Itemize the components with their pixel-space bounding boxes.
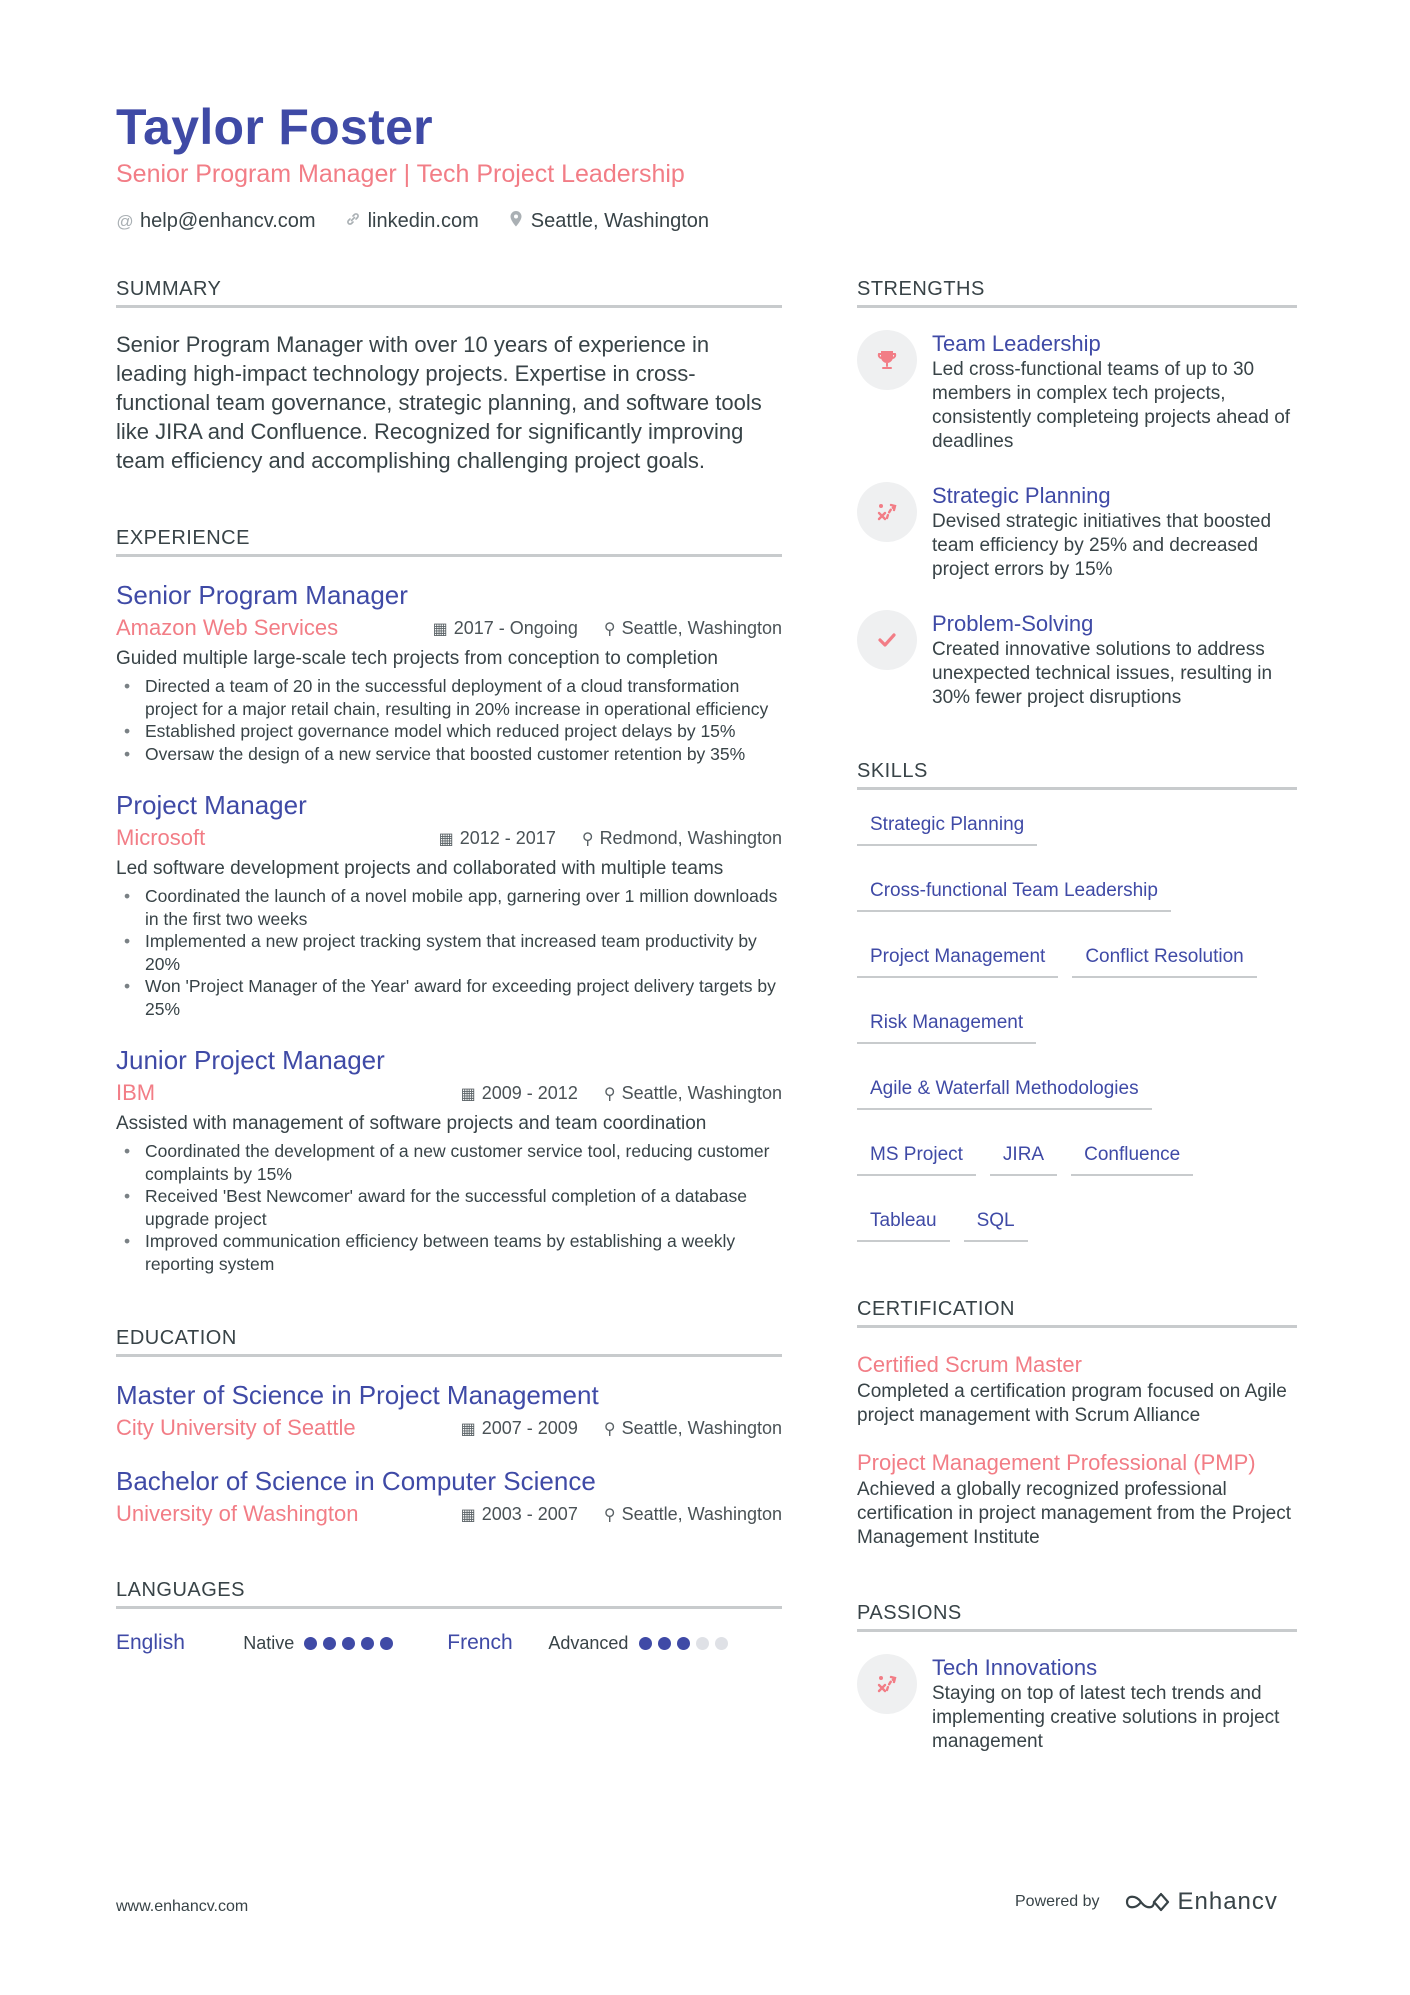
trophy-icon <box>857 330 917 390</box>
skill-tag: Conflict Resolution <box>1072 944 1256 978</box>
education-meta-row <box>116 1501 782 1527</box>
education-dates: 2007 - 2009 <box>481 1417 578 1438</box>
experience-entry <box>116 1044 782 1275</box>
strategy-icon <box>857 482 917 542</box>
job-bullet: • Oversaw the design of a new service that boosted customer retention by 35% <box>116 743 782 766</box>
strength-title: Problem-Solving <box>932 611 1094 636</box>
job-meta-row <box>116 825 782 851</box>
calendar-icon: ▦ <box>438 830 454 848</box>
enhancv-logo-icon <box>1124 1890 1170 1914</box>
strength-item <box>857 482 1297 582</box>
skill-tag: Cross-functional Team Leadership <box>857 878 1171 912</box>
skill-tag: Agile & Waterfall Methodologies <box>857 1076 1152 1110</box>
location-pin-icon: ⚲ <box>603 620 616 638</box>
strength-description: Led cross-functional teams of up to 30 members in complex tech projects, consistently completeing projects ahead of deadlines <box>932 359 1291 452</box>
job-bullets <box>116 885 782 1020</box>
skills-list <box>857 812 1297 1242</box>
certification-description: Achieved a globally recognized professional certification in project management from the Project Management Institute <box>857 1479 1292 1548</box>
calendar-icon: ▦ <box>460 1420 476 1438</box>
school-name: City University of Seattle <box>116 1415 356 1440</box>
education-entry <box>116 1465 782 1527</box>
job-dates: 2012 - 2017 <box>459 827 556 848</box>
language-level: Advanced <box>548 1632 629 1653</box>
strength-body <box>932 610 1297 710</box>
skill-tag: JIRA <box>990 1142 1057 1176</box>
strengths-heading: STRENGTHS <box>857 278 1297 308</box>
strategy-icon <box>857 1654 917 1714</box>
job-title: Junior Project Manager <box>116 1045 385 1075</box>
strength-title: Strategic Planning <box>932 483 1111 508</box>
experience-entry <box>116 579 782 765</box>
language-rating <box>304 1637 393 1650</box>
language-name: French <box>447 1631 513 1654</box>
job-bullet: • Coordinated the development of a new customer service tool, reducing customer complaints by 15% <box>116 1140 782 1185</box>
job-bullets <box>116 675 782 765</box>
link-icon <box>344 211 362 232</box>
job-description: Guided multiple large-scale tech projects from conception to completion <box>116 648 718 669</box>
degree-title: Bachelor of Science in Computer Science <box>116 1466 596 1496</box>
rating-dot-filled <box>304 1637 317 1650</box>
languages-heading: LANGUAGES <box>116 1579 782 1609</box>
rating-dot-filled <box>677 1637 690 1650</box>
location-pin-icon: ⚲ <box>581 830 594 848</box>
language-rating <box>639 1637 728 1650</box>
rating-dot-filled <box>342 1637 355 1650</box>
job-bullets <box>116 1140 782 1275</box>
brand-logo[interactable] <box>1124 1888 1278 1916</box>
job-bullet: • Established project governance model which reduced project delays by 15% <box>116 720 782 743</box>
degree-title: Master of Science in Project Management <box>116 1380 599 1410</box>
passions-heading: PASSIONS <box>857 1602 1297 1632</box>
education-location: Seattle, Washington <box>621 1503 782 1524</box>
job-bullet: • Received 'Best Newcomer' award for the successful completion of a database upgrade project <box>116 1185 782 1230</box>
job-dates: 2017 - Ongoing <box>453 617 578 638</box>
location-text: Seattle, Washington <box>530 210 710 232</box>
job-dates: 2009 - 2012 <box>481 1082 578 1103</box>
summary-text: Senior Program Manager with over 10 years of experience in leading high-impact technology projects. Expertise in cross-functional team governance, strategic planning, and software tools like JIRA and Confluence. Recognized for significantly improving team efficiency and accomplishing challenging project goals. <box>116 332 762 473</box>
certification-title: Project Management Professional (PMP) <box>857 1450 1256 1475</box>
strength-title: Team Leadership <box>932 331 1101 356</box>
skill-tag: Confluence <box>1071 1142 1193 1176</box>
candidate-name: Taylor Foster <box>116 99 433 155</box>
certification-title: Certified Scrum Master <box>857 1352 1082 1377</box>
skill-tag: Tableau <box>857 1208 950 1242</box>
skill-tag: Risk Management <box>857 1010 1036 1044</box>
certification-item <box>857 1350 1297 1428</box>
passion-description: Staying on top of latest tech trends and implementing creative solutions in project management <box>932 1683 1280 1752</box>
job-description: Assisted with management of software projects and team coordination <box>116 1113 707 1134</box>
check-icon <box>857 610 917 670</box>
strength-description: Created innovative solutions to address unexpected technical issues, resulting in 30% fewer project disruptions <box>932 639 1273 708</box>
company-name: IBM <box>116 1080 156 1105</box>
education-meta <box>461 1504 782 1525</box>
footer-website[interactable]: www.enhancv.com <box>116 1898 249 1915</box>
right-column <box>857 278 1297 1782</box>
job-location: Seattle, Washington <box>621 1082 782 1103</box>
location-pin-icon: ⚲ <box>603 1506 616 1524</box>
job-location: Seattle, Washington <box>621 617 782 638</box>
strength-item <box>857 610 1297 710</box>
rating-dot-empty <box>696 1637 709 1650</box>
experience-entry <box>116 789 782 1020</box>
passion-item <box>857 1654 1297 1754</box>
strength-body <box>932 482 1297 582</box>
job-bullet: • Won 'Project Manager of the Year' award for exceeding project delivery targets by 25% <box>116 975 782 1020</box>
skill-tag: MS Project <box>857 1142 976 1176</box>
job-meta <box>439 828 782 849</box>
education-meta <box>461 1418 782 1439</box>
job-bullet: • Improved communication efficiency between teams by establishing a weekly reporting system <box>116 1230 782 1275</box>
powered-by-text: Powered by <box>1015 1893 1100 1910</box>
education-entry <box>116 1379 782 1441</box>
passion-title: Tech Innovations <box>932 1655 1098 1680</box>
company-name: Microsoft <box>116 825 206 850</box>
rating-dot-empty <box>715 1637 728 1650</box>
brand-name: Enhancv <box>1177 1888 1278 1915</box>
languages-list <box>116 1631 782 1655</box>
job-meta-row <box>116 615 782 641</box>
strength-item <box>857 330 1297 454</box>
rating-dot-filled <box>380 1637 393 1650</box>
job-meta-row <box>116 1080 782 1106</box>
rating-dot-filled <box>658 1637 671 1650</box>
certification-heading: CERTIFICATION <box>857 1298 1297 1328</box>
contact-bar <box>116 210 709 233</box>
job-description: Led software development projects and collaborated with multiple teams <box>116 858 724 879</box>
location-pin-icon <box>507 210 525 233</box>
candidate-title: Senior Program Manager | Tech Project Leadership <box>116 160 685 188</box>
company-name: Amazon Web Services <box>116 615 339 640</box>
experience-heading: EXPERIENCE <box>116 527 782 557</box>
rating-dot-filled <box>323 1637 336 1650</box>
language-level: Native <box>243 1632 295 1653</box>
at-icon: @ <box>116 211 134 231</box>
certification-description: Completed a certification program focused on Agile project management with Scrum Alliance <box>857 1381 1287 1426</box>
job-bullet: • Directed a team of 20 in the successful deployment of a cloud transformation project for a major retail chain, resulting in 20% increase in operational efficiency <box>116 675 782 720</box>
education-location: Seattle, Washington <box>621 1417 782 1438</box>
skill-tag: SQL <box>964 1208 1028 1242</box>
job-location: Redmond, Washington <box>599 827 782 848</box>
rating-dot-filled <box>361 1637 374 1650</box>
skill-tag: Strategic Planning <box>857 812 1037 846</box>
contact-linkedin[interactable] <box>344 210 479 233</box>
contact-email[interactable] <box>116 210 316 233</box>
education-meta-row <box>116 1415 782 1441</box>
job-title: Senior Program Manager <box>116 580 408 610</box>
passion-body <box>932 1654 1297 1754</box>
strength-body <box>932 330 1297 454</box>
calendar-icon: ▦ <box>460 1085 476 1103</box>
job-bullet: • Coordinated the launch of a novel mobile app, garnering over 1 million downloads in the first two weeks <box>116 885 782 930</box>
skill-tag: Project Management <box>857 944 1058 978</box>
calendar-icon: ▦ <box>460 1506 476 1524</box>
language-name: English <box>116 1631 185 1654</box>
job-bullet: • Implemented a new project tracking system that increased team productivity by 20% <box>116 930 782 975</box>
calendar-icon: ▦ <box>432 620 448 638</box>
contact-location <box>507 210 709 233</box>
left-column <box>116 278 782 1655</box>
job-meta <box>433 618 782 639</box>
email-text: help@enhancv.com <box>140 210 316 232</box>
summary-heading: SUMMARY <box>116 278 782 308</box>
rating-dot-filled <box>639 1637 652 1650</box>
location-pin-icon: ⚲ <box>603 1420 616 1438</box>
strength-description: Devised strategic initiatives that boosted team efficiency by 25% and decreased project errors by 15% <box>932 511 1272 580</box>
education-dates: 2003 - 2007 <box>481 1503 578 1524</box>
footer-branding <box>1015 1888 1278 1916</box>
certification-item <box>857 1448 1297 1550</box>
job-title: Project Manager <box>116 790 307 820</box>
education-heading: EDUCATION <box>116 1327 782 1357</box>
job-meta <box>461 1083 782 1104</box>
linkedin-text: linkedin.com <box>367 210 479 232</box>
skills-heading: SKILLS <box>857 760 1297 790</box>
school-name: University of Washington <box>116 1501 359 1526</box>
location-pin-icon: ⚲ <box>603 1085 616 1103</box>
